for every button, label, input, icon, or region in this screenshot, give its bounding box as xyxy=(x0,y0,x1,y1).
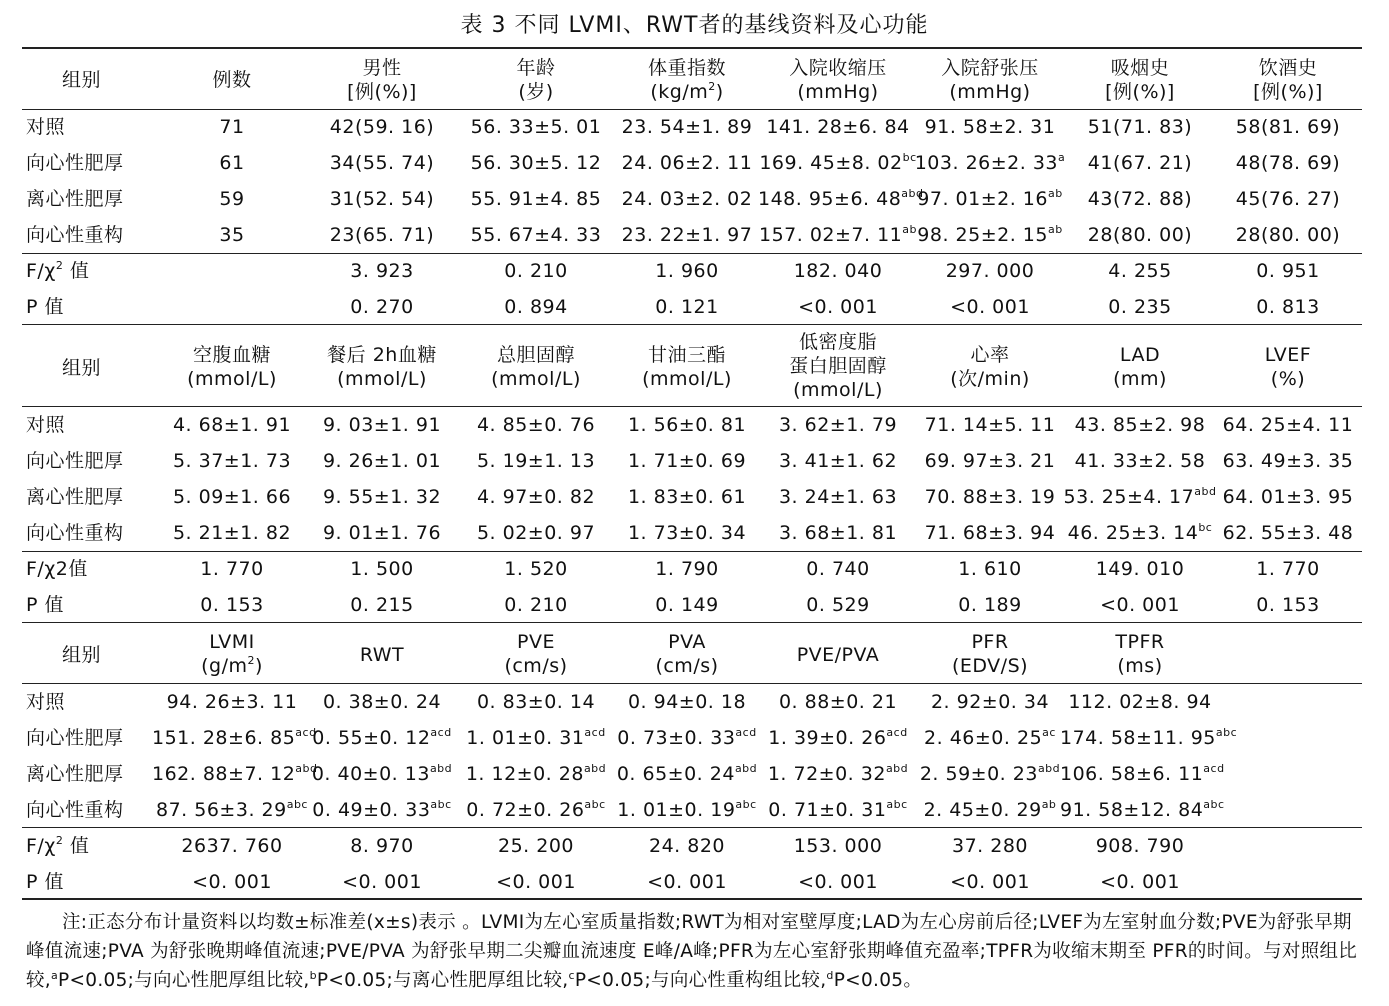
section2-cell: 5. 02±0. 97 xyxy=(476,522,596,544)
section1-header-0-line-0: 例数 xyxy=(212,69,252,91)
table-row xyxy=(22,289,1362,325)
section1-cell: 58(81. 69) xyxy=(1235,116,1341,138)
section3-cell: 0. 73±0. $33^{acd}$ xyxy=(617,726,757,749)
section1-cell: 55. 91±4. 85 xyxy=(470,188,602,210)
section3-cell: 1. 01±0. $31^{acd}$ xyxy=(466,726,606,749)
section2-header-3-line-0: 甘油三酯 xyxy=(647,344,726,366)
row-label: 离心性肥厚 xyxy=(26,486,124,508)
significance-marker: abd xyxy=(901,187,924,200)
section3-cell: <0. 001 xyxy=(192,871,272,893)
section2-header-7-line-1: (%) xyxy=(1270,368,1306,390)
section2-cell: 0. 215 xyxy=(350,594,414,616)
row-label: 向心性重构 xyxy=(26,799,124,821)
section3-cell: 2. 46±0. $25^{ac}$ xyxy=(924,726,1056,749)
significance-marker: acd xyxy=(295,726,317,739)
section1-header-1-line-1: [例(%)] xyxy=(347,81,417,103)
table-row xyxy=(22,217,1362,253)
section2-header-1-line-1: (mmol/L) xyxy=(337,368,427,390)
section1-header-5-line-0: 入院舒张压 xyxy=(941,57,1039,79)
table-row xyxy=(22,551,1362,587)
section3-cell: 1. 01±0. $19^{abc}$ xyxy=(617,798,757,821)
section1-cell: 31(52. 54) xyxy=(329,188,435,210)
significance-marker: abd xyxy=(583,762,607,775)
section2-cell: 71. 68±3. 94 xyxy=(924,522,1056,544)
section3-cell: 1. 12±0. $28^{abd}$ xyxy=(465,762,607,785)
section3-header-2-line-1: (cm/s) xyxy=(504,655,568,677)
section2-cell: 43. 85±2. 98 xyxy=(1074,414,1206,436)
section2-cell: 1. 56±0. 81 xyxy=(627,414,747,436)
section2-cell: 1. 500 xyxy=(350,558,414,580)
section2-cell: 3. 41±1. 62 xyxy=(778,450,898,472)
section2-cell: 5. 37±1. 73 xyxy=(172,450,292,472)
significance-marker: abc xyxy=(1215,726,1238,739)
section3-cell: 0. 94±0. 18 xyxy=(627,691,747,713)
section2-header-4-line-1: 蛋白胆固醇 xyxy=(789,355,887,377)
section2-cell: 5. 19±1. 13 xyxy=(476,450,596,472)
section1-cell: 0. 235 xyxy=(1108,296,1172,318)
section2-header-5-line-1: (次/min) xyxy=(950,368,1030,390)
row-label: 离心性肥厚 xyxy=(26,763,124,785)
section1-cell: 24. 03±2. 02 xyxy=(621,188,753,210)
section2-cell: 1. 73±0. 34 xyxy=(627,522,747,544)
section1-cell: 0. 951 xyxy=(1256,260,1320,282)
section1-cell: 59 xyxy=(219,188,245,210)
significance-marker: abd xyxy=(1194,485,1217,498)
row-label: F/χ2值 xyxy=(26,558,88,580)
significance-marker: abc xyxy=(886,798,908,811)
section3-header-1-line-0: RWT xyxy=(359,644,405,666)
table-row xyxy=(22,756,1362,792)
section1-cell: 43(72. 88) xyxy=(1087,188,1193,210)
section3-cell: <0. 001 xyxy=(798,871,878,893)
section3-cell: 2. 45±0. $29^{ab}$ xyxy=(923,798,1057,821)
table-row xyxy=(22,720,1362,756)
table-rule xyxy=(22,898,1362,900)
section1-header-7-line-1: [例(%)] xyxy=(1253,81,1323,103)
significance-marker: bc xyxy=(902,151,917,164)
section1-cell: <0. 001 xyxy=(950,296,1030,318)
section1-cell: 28(80. 00) xyxy=(1087,224,1193,246)
section1-header-3-line-1: $(kg/m^2)$ xyxy=(650,80,724,103)
section1-cell: 1. 960 xyxy=(655,260,719,282)
section2-cell: 64. 25±4. 11 xyxy=(1222,414,1354,436)
footnote-text: 注:正态分布计量资料以均数±标准差(x±s)表示 。LVMI为左心室质量指数;RWT为相对室壁厚度;LAD为左心房前后径;LVEF为左室射血分数;PVE为舒张早期峰值流速;PVA 为舒张晚期峰值流速;PVE/PVA 为舒张早期二尖瓣血流速度 E峰/A峰;PFR为左心室舒张期峰值充盈率;TPFR为收缩末期至 PFR的时间。与对照组比较,$^a$P<0.05;与向心性肥厚组比较,$^b$P<0.05;与离心性肥厚组比较,$^c$P<0.05;与向心性重构组比较,$^d$P<0.05。 xyxy=(26,912,1358,991)
section3-header-5-line-1: (EDV/S) xyxy=(951,655,1029,677)
table-rule xyxy=(22,551,1362,552)
section2-header-5-line-0: 心率 xyxy=(970,344,1010,366)
section2-cell: 1. 71±0. 69 xyxy=(627,450,747,472)
section1-cell: 41(67. 21) xyxy=(1087,152,1193,174)
section3-cell: 151. 28±6. $85^{acd}$ xyxy=(152,726,317,749)
section3-cell: 112. 02±8. 94 xyxy=(1068,691,1212,713)
significance-marker: acd xyxy=(430,726,452,739)
section1-cell: 4. 255 xyxy=(1108,260,1172,282)
section2-header-2-line-1: (mmol/L) xyxy=(491,368,581,390)
section2-cell: 41. 33±2. 58 xyxy=(1074,450,1206,472)
row-label: 对照 xyxy=(26,691,66,713)
section3-cell: 94. 26±3. 11 xyxy=(166,691,298,713)
section1-header-3-line-0: 体重指数 xyxy=(647,57,726,79)
section1-header-1-line-0: 男性 xyxy=(362,57,402,79)
section1-header-4-line-1: (mmHg) xyxy=(797,81,879,103)
section1-cell: 34(55. 74) xyxy=(329,152,435,174)
section2-cell: 46. 25±3. $14^{bc}$ xyxy=(1067,521,1213,544)
section3-cell: 162. 88±7. $12^{abd}$ xyxy=(152,762,318,785)
table-rule xyxy=(22,827,1362,828)
section1-header-5-line-1: (mmHg) xyxy=(949,81,1031,103)
section3-cell: 0. 40±0. $13^{abd}$ xyxy=(311,762,453,785)
section1-cell: 24. 06±2. 11 xyxy=(621,152,753,174)
section2-cell: 64. 01±3. 95 xyxy=(1222,486,1354,508)
section1-cell: 0. 270 xyxy=(350,296,414,318)
significance-marker: acd xyxy=(735,726,757,739)
section3-cell: <0. 001 xyxy=(342,871,422,893)
section2-header-4-line-0: 低密度脂 xyxy=(798,331,877,353)
section1-cell: 0. 121 xyxy=(655,296,719,318)
section1-header-6-line-0: 吸烟史 xyxy=(1110,57,1170,79)
section2-cell: 69. 97±3. 21 xyxy=(924,450,1056,472)
section2-cell: 1. 520 xyxy=(504,558,568,580)
section1-cell: 71 xyxy=(219,116,245,138)
section2-header-4-line-2: (mmol/L) xyxy=(793,379,883,401)
section3-cell: 37. 280 xyxy=(951,835,1029,857)
section2-cell: 70. 88±3. 19 xyxy=(924,486,1056,508)
section1-cell: <0. 001 xyxy=(798,296,878,318)
section2-cell: 3. 68±1. 81 xyxy=(778,522,898,544)
section2-cell: 0. 153 xyxy=(1256,594,1320,616)
section2-header-1-line-0: 餐后 2h血糖 xyxy=(327,344,437,366)
significance-marker: abc xyxy=(1203,798,1225,811)
section3-cell: 0. 38±0. 24 xyxy=(322,691,442,713)
significance-marker: abd xyxy=(1037,762,1061,775)
significance-marker: abd xyxy=(734,762,758,775)
row-label: P 值 xyxy=(26,594,64,616)
section2-cell: 0. 529 xyxy=(806,594,870,616)
table-row xyxy=(22,864,1362,900)
section1-cell: 0. 894 xyxy=(504,296,568,318)
section3-cell: 2637. 760 xyxy=(181,835,283,857)
row-label: P 值 xyxy=(26,296,64,318)
row-label: P 值 xyxy=(26,871,64,893)
section3-header-0-line-1: $(g/m^2)$ xyxy=(201,654,263,677)
section1-header-4-line-0: 入院收缩压 xyxy=(789,57,887,79)
section2-cell: 62. 55±3. 48 xyxy=(1222,522,1354,544)
significance-marker: ab xyxy=(1041,798,1057,811)
table-row xyxy=(22,443,1362,479)
section1-cell: 97. 01±2. $16^{ab}$ xyxy=(917,187,1063,210)
section1-cell: 23. 22±1. 97 xyxy=(621,224,753,246)
significance-marker: ab xyxy=(902,223,918,236)
section3-cell: 0. 72±0. $26^{abc}$ xyxy=(466,798,606,821)
significance-marker: abc xyxy=(430,798,452,811)
section1-cell: 48(78. 69) xyxy=(1235,152,1341,174)
section1-cell: 23(65. 71) xyxy=(329,224,435,246)
table-footnote xyxy=(26,908,1370,995)
section3-cell: <0. 001 xyxy=(496,871,576,893)
section1-header-2-line-0: 年龄 xyxy=(516,57,556,79)
section2-cell: 4. 85±0. 76 xyxy=(476,414,596,436)
section2-cell: <0. 001 xyxy=(1100,594,1180,616)
table-row xyxy=(22,109,1362,145)
significance-marker: ab xyxy=(1047,223,1063,236)
section3-cell: <0. 001 xyxy=(950,871,1030,893)
section2-header-2-line-0: 总胆固醇 xyxy=(496,344,575,366)
table-row xyxy=(22,587,1362,623)
row-label: 向心性肥厚 xyxy=(26,450,124,472)
table-row xyxy=(22,828,1362,864)
section1-cell: 56. 33±5. 01 xyxy=(470,116,602,138)
section1-cell: 103. 26±2. 33$^a$ xyxy=(914,151,1066,174)
section1-cell: 0. 210 xyxy=(504,260,568,282)
section1-cell: 169. 45±8. $02^{bc}$ xyxy=(759,151,917,174)
table-title: 表 3 不同 LVMI、RWT者的基线资料及心功能 xyxy=(460,13,929,38)
section1-header-2-line-1: (岁) xyxy=(518,81,554,103)
header-group-label: 组别 xyxy=(62,69,102,91)
table-rule xyxy=(22,47,1362,49)
section3-cell: 908. 790 xyxy=(1095,835,1185,857)
section3-header-2-line-0: PVE xyxy=(517,631,555,653)
section1-cell: 45(76. 27) xyxy=(1235,188,1341,210)
table-row xyxy=(22,684,1362,720)
section2-cell: 3. 62±1. 79 xyxy=(778,414,898,436)
section2-cell: 1. 610 xyxy=(958,558,1022,580)
section1-cell: 55. 67±4. 33 xyxy=(470,224,602,246)
section1-cell: 42(59. 16) xyxy=(329,116,435,138)
section2-cell: 1. 770 xyxy=(1256,558,1320,580)
section3-cell: 174. 58±11. $95^{abc}$ xyxy=(1060,726,1238,749)
section3-header-6-line-0: TPFR xyxy=(1115,631,1165,653)
section3-header-5-line-0: PFR xyxy=(971,631,1009,653)
table-row xyxy=(22,145,1362,181)
section1-cell: 297. 000 xyxy=(945,260,1035,282)
section2-cell: 9. 01±1. 76 xyxy=(322,522,442,544)
significance-marker: abc xyxy=(735,798,757,811)
significance-marker: ab xyxy=(1047,187,1063,200)
section3-header-3-line-0: PVA xyxy=(668,631,706,653)
section1-cell: 141. 28±6. 84 xyxy=(766,116,910,138)
section2-header-0-line-0: 空腹血糖 xyxy=(192,344,271,366)
section1-cell: 157. 02±7. $11^{ab}$ xyxy=(758,223,918,246)
row-label: $F/\chi^2$ 值 xyxy=(26,259,90,282)
section2-cell: 1. 790 xyxy=(655,558,719,580)
section2-cell: 0. 149 xyxy=(655,594,719,616)
section3-cell: 153. 000 xyxy=(793,835,883,857)
section3-header-6-line-1: (ms) xyxy=(1117,655,1163,677)
section3-cell: 0. 49±0. $33^{abc}$ xyxy=(312,798,452,821)
significance-marker: bc xyxy=(1198,521,1213,534)
section1-cell: 3. 923 xyxy=(350,260,414,282)
section2-cell: 9. 55±1. 32 xyxy=(322,486,442,508)
section1-cell: 182. 040 xyxy=(793,260,883,282)
section2-cell: 63. 49±3. 35 xyxy=(1222,450,1354,472)
significance-marker: abc xyxy=(584,798,606,811)
table-row xyxy=(22,253,1362,289)
section2-header-3-line-1: (mmol/L) xyxy=(642,368,732,390)
section1-header-6-line-1: [例(%)] xyxy=(1105,81,1175,103)
significance-marker: abc xyxy=(286,798,308,811)
row-label: 向心性肥厚 xyxy=(26,152,124,174)
table-row xyxy=(22,407,1362,443)
section2-cell: 4. 68±1. 91 xyxy=(172,414,292,436)
significance-marker: acd xyxy=(584,726,606,739)
section3-cell: 2. 59±0. $23^{abd}$ xyxy=(919,762,1061,785)
row-label: $F/\chi^2$ 值 xyxy=(26,834,90,857)
section1-cell: 35 xyxy=(219,224,245,246)
row-label: 向心性重构 xyxy=(26,522,124,544)
section2-cell: 149. 010 xyxy=(1095,558,1185,580)
section3-cell: 0. 71±0. $31^{abc}$ xyxy=(768,798,908,821)
section2-cell: 9. 26±1. 01 xyxy=(322,450,442,472)
section1-cell: 28(80. 00) xyxy=(1235,224,1341,246)
section2-header-6-line-1: (mm) xyxy=(1113,368,1167,390)
significance-marker: ac xyxy=(1042,726,1056,739)
section1-cell: 61 xyxy=(219,152,245,174)
section3-cell: 0. 83±0. 14 xyxy=(476,691,596,713)
section3-cell: 0. 65±0. $24^{abd}$ xyxy=(616,762,758,785)
section2-cell: 9. 03±1. 91 xyxy=(322,414,442,436)
section3-cell: 8. 970 xyxy=(350,835,414,857)
significance-marker: acd xyxy=(1203,762,1225,775)
section3-cell: 0. 88±0. 21 xyxy=(778,691,898,713)
section1-cell: 23. 54±1. 89 xyxy=(621,116,753,138)
significance-marker: abd xyxy=(295,762,318,775)
section2-cell: 53. 25±4. $17^{abd}$ xyxy=(1063,485,1217,508)
significance-marker: abd xyxy=(429,762,453,775)
section3-header-0-line-0: LVMI xyxy=(209,631,255,653)
header-group-label: 组别 xyxy=(62,357,102,379)
significance-marker: abd xyxy=(885,762,909,775)
section2-cell: 4. 97±0. 82 xyxy=(476,486,596,508)
section3-cell: 0. 55±0. $12^{acd}$ xyxy=(312,726,452,749)
section3-header-4-line-0: PVE/PVA xyxy=(796,644,880,666)
section2-cell: 71. 14±5. 11 xyxy=(924,414,1056,436)
section1-cell: 0. 813 xyxy=(1256,296,1320,318)
section3-cell: 25. 200 xyxy=(497,835,575,857)
row-label: 离心性肥厚 xyxy=(26,188,124,210)
section2-cell: 1. 770 xyxy=(200,558,264,580)
significance-marker: a xyxy=(1058,151,1066,164)
table-rule xyxy=(22,622,1362,623)
section2-cell: 0. 740 xyxy=(806,558,870,580)
table-row xyxy=(22,181,1362,217)
table-row xyxy=(22,792,1362,828)
table-row xyxy=(22,515,1362,551)
header-group-label: 组别 xyxy=(62,644,102,666)
section3-cell: 91. 58±12. $84^{abc}$ xyxy=(1060,798,1225,821)
section1-cell: 98. 25±2. $15^{ab}$ xyxy=(917,223,1063,246)
table-rule xyxy=(22,253,1362,254)
section2-cell: 0. 189 xyxy=(958,594,1022,616)
section2-cell: 1. 83±0. 61 xyxy=(627,486,747,508)
section2-cell: 0. 153 xyxy=(200,594,264,616)
section3-cell: 106. 58±6. $11^{acd}$ xyxy=(1060,762,1225,785)
row-label: 对照 xyxy=(26,116,66,138)
section2-header-7-line-0: LVEF xyxy=(1264,344,1312,366)
section1-cell: 56. 30±5. 12 xyxy=(470,152,602,174)
section2-cell: 3. 24±1. 63 xyxy=(778,486,898,508)
row-label: 对照 xyxy=(26,414,66,436)
table-rule xyxy=(22,324,1362,325)
section2-header-0-line-1: (mmol/L) xyxy=(187,368,277,390)
row-label: 向心性肥厚 xyxy=(26,727,124,749)
section3-cell: 1. 39±0. $26^{acd}$ xyxy=(768,726,908,749)
section3-cell: 87. 56±3. $29^{abc}$ xyxy=(156,798,308,821)
significance-marker: acd xyxy=(886,726,908,739)
section2-cell: 5. 21±1. 82 xyxy=(172,522,292,544)
section1-cell: 91. 58±2. 31 xyxy=(924,116,1056,138)
section3-cell: <0. 001 xyxy=(1100,871,1180,893)
section1-cell: 148. 95±6. $48^{abd}$ xyxy=(758,187,924,210)
section1-cell: 51(71. 83) xyxy=(1087,116,1193,138)
table-row xyxy=(22,479,1362,515)
section3-cell: 2. 92±0. 34 xyxy=(930,691,1050,713)
section2-cell: 5. 09±1. 66 xyxy=(172,486,292,508)
section2-cell: 0. 210 xyxy=(504,594,568,616)
section1-header-7-line-0: 饮酒史 xyxy=(1258,57,1318,79)
section3-cell: 1. 72±0. $32^{abd}$ xyxy=(767,762,909,785)
section3-cell: <0. 001 xyxy=(647,871,727,893)
section3-cell: 24. 820 xyxy=(648,835,726,857)
row-label: 向心性重构 xyxy=(26,224,124,246)
section3-header-3-line-1: (cm/s) xyxy=(655,655,719,677)
section2-header-6-line-0: LAD xyxy=(1119,344,1161,366)
